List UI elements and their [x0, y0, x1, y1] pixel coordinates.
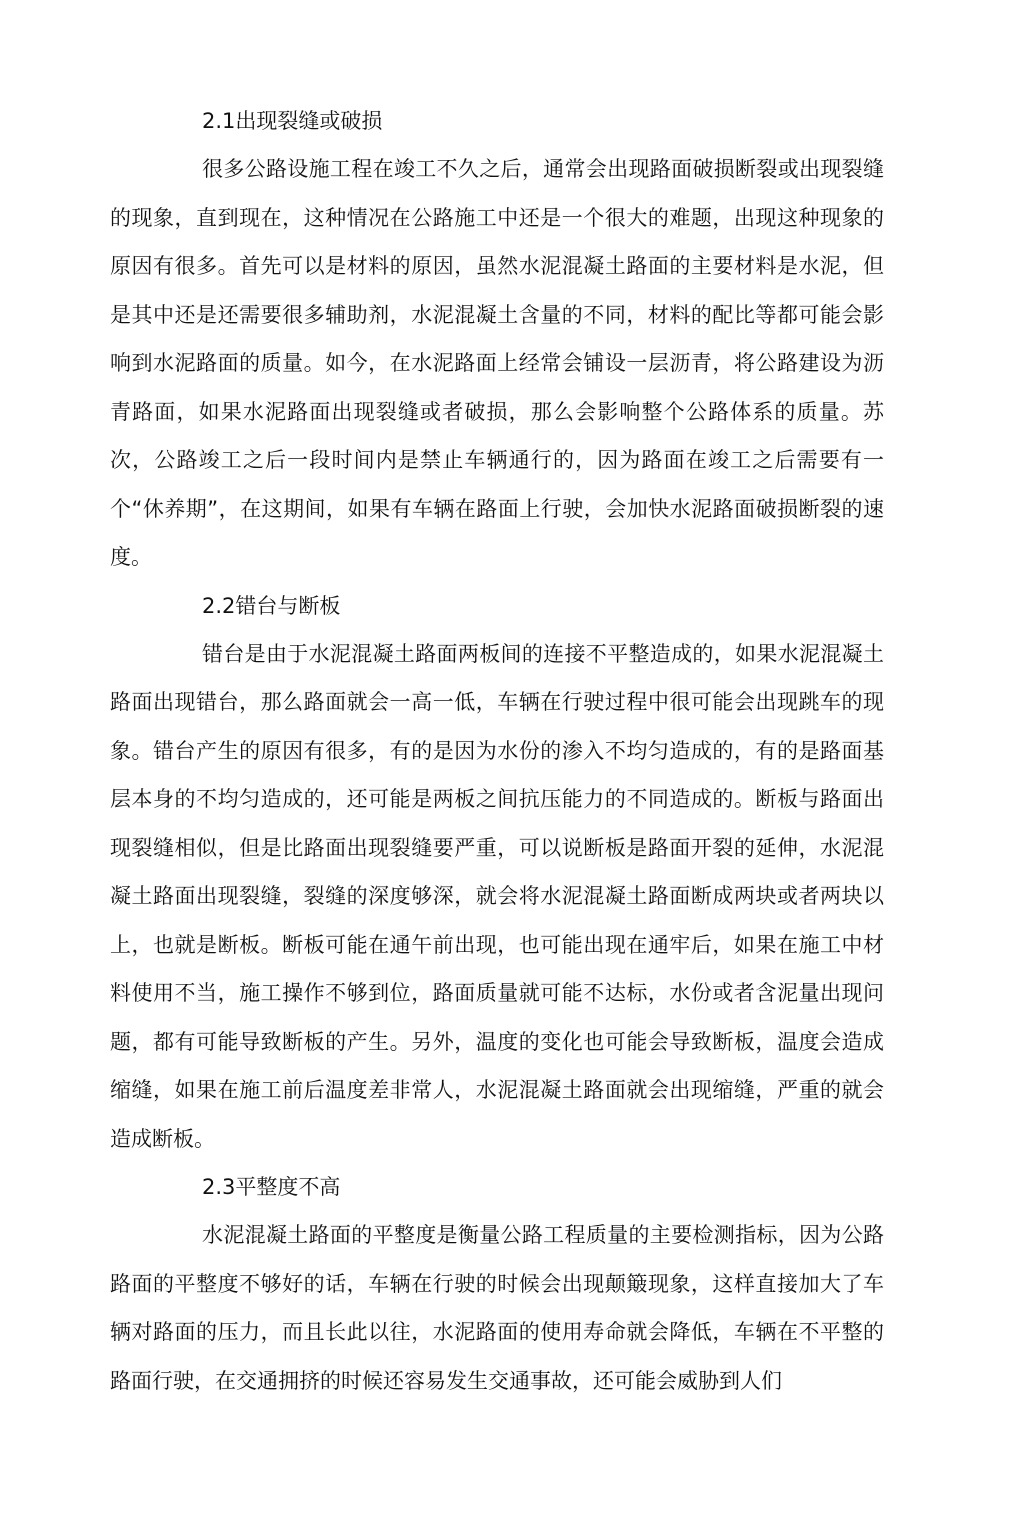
section-heading-2-1: 2.1出现裂缝或破损 — [202, 109, 383, 133]
document-body — [110, 97, 884, 1405]
section-paragraph-2-3: 水泥混凝土路面的平整度是衡量公路工程质量的主要检测指标，因为公路路面的平整度不够好的话，车辆在行驶的时候会出现颠簸现象，这样直接加大了车辆对路面的压力，而且长此以往，水泥路面的使用寿命就会降低，车辆在不平整的路面行驶，在交通拥挤的时候还容易发生交通事故，还可能会威胁到人们 — [110, 1223, 884, 1393]
section-paragraph-2-1: 很多公路设施工程在竣工不久之后，通常会出现路面破损断裂或出现裂缝的现象，直到现在，这种情况在公路施工中还是一个很大的难题，出现这种现象的原因有很多。首先可以是材料的原因，虽然水泥混凝土路面的主要材料是水泥，但是其中还是还需要很多辅助剂，水泥混凝土含量的不同，材料的配比等都可能会影响到水泥路面的质量。如今，在水泥路面上经常会铺设一层沥青，将公路建设为沥青路面，如果水泥路面出现裂缝或者破损，那么会影响整个公路体系的质量。苏次，公路竣工之后一段时间内是禁止车辆通行的，因为路面在竣工之后需要有一个“休养期”，在这期间，如果有车辆在路面上行驶，会加快水泥路面破损断裂的速度。 — [110, 157, 884, 569]
section-paragraph-2-2: 错台是由于水泥混凝土路面两板间的连接不平整造成的，如果水泥混凝土路面出现错台，那么路面就会一高一低，车辆在行驶过程中很可能会出现跳车的现象。错台产生的原因有很多，有的是因为水份的渗入不均匀造成的，有的是路面基层本身的不均匀造成的，还可能是两板之间抗压能力的不同造成的。断板与路面出现裂缝相似，但是比路面出现裂缝要严重，可以说断板是路面开裂的延伸，水泥混凝土路面出现裂缝，裂缝的深度够深，就会将水泥混凝土路面断成两块或者两块以上，也就是断板。断板可能在通午前出现，也可能出现在通牢后，如果在施工中材料使用不当，施工操作不够到位，路面质量就可能不达标，水份或者含泥量出现问题，都有可能导致断板的产生。另外，温度的变化也可能会导致断板，温度会造成缩缝，如果在施工前后温度差非常人，水泥混凝土路面就会出现缩缝，严重的就会造成断板。 — [110, 641, 884, 1151]
section-heading-2-3: 2.3平整度不高 — [202, 1175, 341, 1199]
section-heading-2-2: 2.2错台与断板 — [202, 593, 341, 618]
